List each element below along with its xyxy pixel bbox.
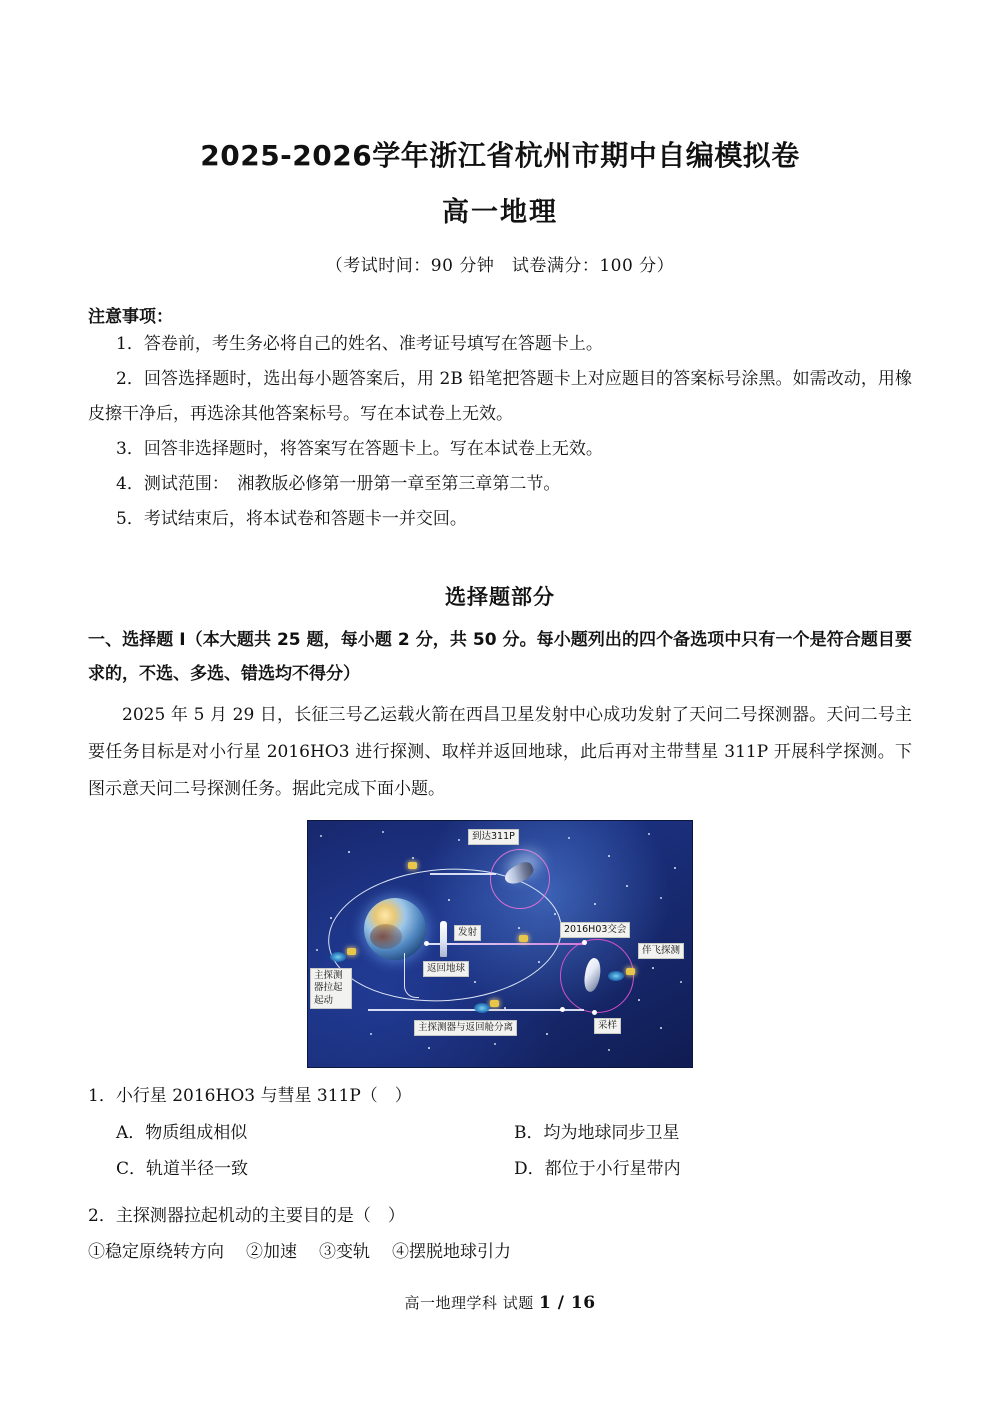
- transfer-path-1: [426, 943, 586, 945]
- page-content: [88, 0, 912, 1271]
- earth-globe: [364, 898, 426, 960]
- label-return-earth: 返回地球: [423, 961, 469, 977]
- page-number: 1 / 16: [539, 1293, 596, 1313]
- mission-diagram: [307, 820, 693, 1068]
- label-sampling: 采样: [594, 1018, 621, 1034]
- label-arrive-311p: 到达311P: [468, 829, 519, 845]
- question-1-option-d[interactable]: D．都位于小行星带内: [514, 1159, 681, 1180]
- question-1: [88, 1078, 912, 1188]
- question-1-option-b[interactable]: B．均为地球同步卫星: [514, 1122, 680, 1143]
- question-2-options: [88, 1234, 912, 1271]
- question-1-text: 小行星 2016HO3 与彗星 311P（ ）: [115, 1086, 412, 1107]
- label-rendezvous: 2016H03交会: [560, 922, 630, 938]
- notice-heading: 注意事项：: [88, 307, 173, 327]
- notice-item: 5．考试结束后，将本试卷和答题卡一并交回。: [116, 509, 467, 530]
- notice-item: 1．答卷前，考生务必将自己的姓名、准考证号填写在答题卡上。: [116, 334, 603, 354]
- rocket-icon: [440, 921, 447, 957]
- probe-icon: [347, 948, 356, 955]
- page-footer: [0, 1292, 1000, 1313]
- question-2-option-2[interactable]: ②加速: [246, 1242, 297, 1263]
- label-accompany: 伴飞探测: [638, 943, 684, 959]
- question-2-option-3[interactable]: ③变轨: [319, 1242, 370, 1263]
- notice-item: 4．测试范围： 湘教版必修第一册第一章至第三章第二节。: [116, 474, 561, 495]
- question-2-option-4[interactable]: ④摆脱地球引力: [392, 1242, 511, 1263]
- notice-list: [88, 327, 912, 537]
- footer-label: 高一地理学科 试题: [404, 1294, 534, 1312]
- question-2-number: 2．: [88, 1205, 116, 1226]
- figure-container: [88, 820, 912, 1068]
- question-1-stem: [88, 1078, 912, 1115]
- question-1-options-row: [88, 1115, 912, 1152]
- notice-item: 3．回答非选择题时，将答案写在答题卡上。写在本试卷上无效。: [116, 439, 603, 460]
- question-2-option-1[interactable]: ①稳定原绕转方向: [88, 1242, 224, 1263]
- probe-icon: [626, 968, 635, 975]
- label-separation: 主探测器与返回舱分离: [414, 1020, 517, 1036]
- label-launch: 发射: [454, 925, 481, 941]
- question-2-stem: [88, 1198, 912, 1235]
- probe-icon: [519, 935, 528, 942]
- page-title: 2025-2026学年浙江省杭州市期中自编模拟卷: [200, 139, 800, 172]
- exam-meta: （考试时间：90 分钟 试卷满分：100 分）: [325, 256, 675, 276]
- probe-icon: [408, 862, 417, 869]
- notice-item: 2．回答选择题时，选出每小题答案后，用 2B 铅笔把答题卡上对应题目的答案标号涂黑。如需改动，用橡皮擦干净后，再选涂其他答案标号。写在本试卷上无效。: [88, 369, 912, 425]
- question-1-option-c[interactable]: C．轨道半径一致: [116, 1159, 249, 1180]
- label-pull-up: 主探测器拉起起动: [310, 968, 352, 1008]
- section-instructions: 一、选择题 I（本大题共 25 题，每小题 2 分，共 50 分。每小题列出的四个备选项中只有一个是符合题目要求的，不选、多选、错选均不得分）: [88, 630, 912, 685]
- earth-return-track: [404, 953, 419, 998]
- question-1-number: 1．: [88, 1086, 116, 1107]
- question-1-option-a[interactable]: A．物质组成相似: [116, 1122, 248, 1143]
- question-1-options-row: [88, 1151, 912, 1188]
- question-2: [88, 1198, 912, 1271]
- subject-title: 高一地理: [442, 197, 558, 228]
- question-2-text: 主探测器拉起机动的主要目的是（ ）: [115, 1205, 405, 1226]
- transfer-path-3: [430, 873, 496, 875]
- section-title: 选择题部分: [445, 585, 555, 610]
- probe-icon: [490, 1000, 499, 1007]
- reading-passage: 2025 年 5 月 29 日，长征三号乙运载火箭在西昌卫星发射中心成功发射了天问二号探测器。天问二号主要任务目标是对小行星 2016HO3 进行探测、取样并返回地球，此后再对主带彗星 311P 开展科学探测。下图示意天问二号探测任务。据此完成下面小题。: [88, 705, 912, 800]
